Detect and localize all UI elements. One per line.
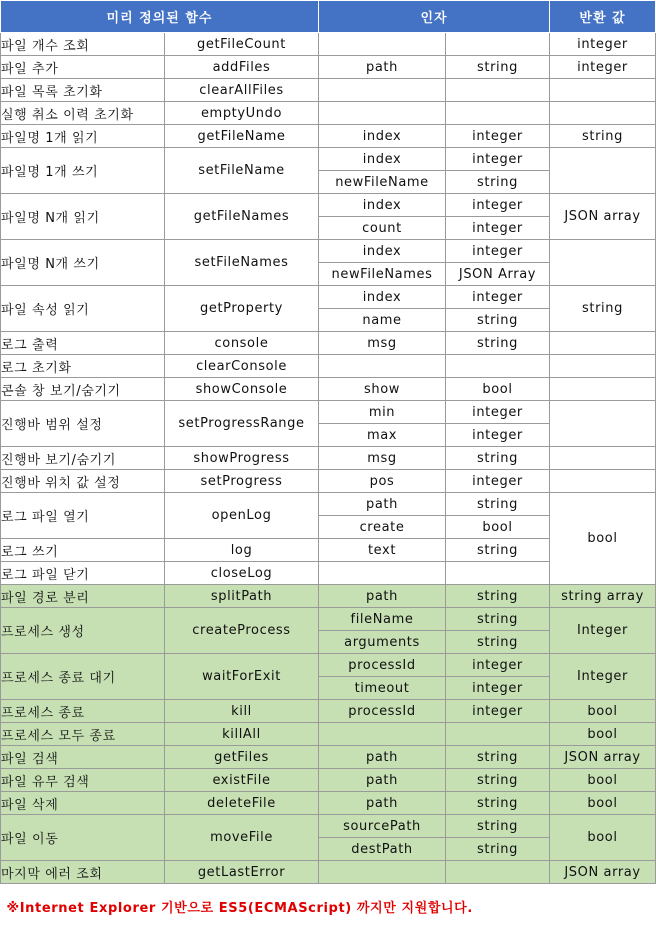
table-row — [1, 792, 656, 815]
arg-type-cell: integer — [446, 286, 550, 309]
return-type-cell: string — [550, 125, 656, 148]
return-type-cell: bool — [550, 493, 656, 585]
return-type-cell — [550, 355, 656, 378]
description-cell: 진행바 보기/숨기기 — [1, 447, 165, 470]
return-type-cell — [550, 447, 656, 470]
description-cell: 파일명 1개 쓰기 — [1, 148, 165, 194]
arg-type-cell: string — [446, 769, 550, 792]
arg-type-cell: string — [446, 746, 550, 769]
table-row — [1, 125, 656, 148]
arg-name-cell — [319, 355, 446, 378]
arg-name-cell: path — [319, 493, 446, 516]
arg-type-cell: string — [446, 815, 550, 838]
header-function: 미리 정의된 함수 — [1, 1, 319, 33]
table-row — [1, 332, 656, 355]
arg-type-cell — [446, 861, 550, 884]
arg-type-cell: integer — [446, 654, 550, 677]
compat-note: ※Internet Explorer 기반으로 ES5(ECMAScript) 까지만 지원합니다. — [1, 884, 656, 928]
function-name-cell: log — [165, 539, 319, 562]
function-name-cell: getFileName — [165, 125, 319, 148]
arg-name-cell: index — [319, 240, 446, 263]
description-cell: 프로세스 종료 — [1, 700, 165, 723]
table-row — [1, 769, 656, 792]
function-name-cell: waitForExit — [165, 654, 319, 700]
arg-type-cell — [446, 102, 550, 125]
arg-type-cell: integer — [446, 470, 550, 493]
arg-name-cell — [319, 723, 446, 746]
return-type-cell: bool — [550, 792, 656, 815]
arg-name-cell: path — [319, 792, 446, 815]
table-row — [1, 286, 656, 309]
arg-name-cell — [319, 861, 446, 884]
table-row — [1, 470, 656, 493]
table-row — [1, 815, 656, 838]
arg-type-cell: bool — [446, 516, 550, 539]
description-cell: 파일명 N개 쓰기 — [1, 240, 165, 286]
function-name-cell: clearConsole — [165, 355, 319, 378]
function-name-cell: openLog — [165, 493, 319, 539]
function-name-cell: setProgressRange — [165, 401, 319, 447]
arg-type-cell — [446, 33, 550, 56]
return-type-cell: bool — [550, 815, 656, 861]
arg-type-cell: integer — [446, 194, 550, 217]
description-cell: 로그 초기화 — [1, 355, 165, 378]
arg-type-cell: integer — [446, 125, 550, 148]
arg-name-cell: newFileName — [319, 171, 446, 194]
arg-type-cell: bool — [446, 378, 550, 401]
table-row — [1, 378, 656, 401]
description-cell: 파일 속성 읽기 — [1, 286, 165, 332]
table-row — [1, 79, 656, 102]
return-type-cell — [550, 79, 656, 102]
arg-name-cell — [319, 79, 446, 102]
return-type-cell — [550, 470, 656, 493]
arg-type-cell: string — [446, 447, 550, 470]
description-cell: 실행 취소 이력 초기화 — [1, 102, 165, 125]
function-name-cell: splitPath — [165, 585, 319, 608]
return-type-cell: JSON array — [550, 746, 656, 769]
description-cell: 파일 유무 검색 — [1, 769, 165, 792]
function-name-cell: setFileName — [165, 148, 319, 194]
description-cell: 진행바 범위 설정 — [1, 401, 165, 447]
return-type-cell: bool — [550, 700, 656, 723]
return-type-cell — [550, 148, 656, 194]
table-row — [1, 33, 656, 56]
arg-type-cell — [446, 723, 550, 746]
arg-name-cell — [319, 33, 446, 56]
arg-type-cell: string — [446, 792, 550, 815]
arg-type-cell: JSON Array — [446, 263, 550, 286]
arg-name-cell: newFileNames — [319, 263, 446, 286]
arg-type-cell: integer — [446, 677, 550, 700]
arg-type-cell: integer — [446, 217, 550, 240]
function-name-cell: getFileCount — [165, 33, 319, 56]
arg-name-cell: timeout — [319, 677, 446, 700]
arg-type-cell: integer — [446, 424, 550, 447]
description-cell: 파일 이동 — [1, 815, 165, 861]
arg-name-cell: msg — [319, 332, 446, 355]
table-row — [1, 723, 656, 746]
arg-name-cell: name — [319, 309, 446, 332]
arg-name-cell: path — [319, 585, 446, 608]
table-row — [1, 148, 656, 171]
table-row — [1, 102, 656, 125]
return-type-cell — [550, 401, 656, 447]
arg-name-cell: processId — [319, 700, 446, 723]
arg-name-cell: create — [319, 516, 446, 539]
function-name-cell: getFiles — [165, 746, 319, 769]
return-type-cell — [550, 332, 656, 355]
arg-name-cell: path — [319, 746, 446, 769]
return-type-cell: bool — [550, 723, 656, 746]
return-type-cell: Integer — [550, 654, 656, 700]
header-row — [1, 1, 656, 33]
header-return: 반환 값 — [550, 1, 656, 33]
arg-name-cell: processId — [319, 654, 446, 677]
return-type-cell — [550, 240, 656, 286]
table-row — [1, 447, 656, 470]
function-name-cell: showConsole — [165, 378, 319, 401]
table-row — [1, 746, 656, 769]
function-name-cell: kill — [165, 700, 319, 723]
description-cell: 파일 경로 분리 — [1, 585, 165, 608]
arg-type-cell — [446, 562, 550, 585]
arg-type-cell: integer — [446, 401, 550, 424]
arg-name-cell: destPath — [319, 838, 446, 861]
arg-name-cell: min — [319, 401, 446, 424]
description-cell: 프로세스 생성 — [1, 608, 165, 654]
arg-name-cell: index — [319, 194, 446, 217]
function-name-cell: deleteFile — [165, 792, 319, 815]
arg-type-cell: string — [446, 493, 550, 516]
arg-name-cell: msg — [319, 447, 446, 470]
return-type-cell — [550, 378, 656, 401]
arg-name-cell: max — [319, 424, 446, 447]
arg-name-cell — [319, 562, 446, 585]
return-type-cell: integer — [550, 33, 656, 56]
arg-type-cell: string — [446, 631, 550, 654]
function-name-cell: addFiles — [165, 56, 319, 79]
arg-name-cell: fileName — [319, 608, 446, 631]
table-row — [1, 194, 656, 217]
arg-type-cell: integer — [446, 240, 550, 263]
arg-type-cell: string — [446, 171, 550, 194]
description-cell: 파일명 1개 읽기 — [1, 125, 165, 148]
description-cell: 진행바 위치 값 설정 — [1, 470, 165, 493]
arg-name-cell: arguments — [319, 631, 446, 654]
arg-name-cell: count — [319, 217, 446, 240]
arg-type-cell: string — [446, 56, 550, 79]
function-name-cell: setFileNames — [165, 240, 319, 286]
description-cell: 프로세스 모두 종료 — [1, 723, 165, 746]
description-cell: 파일 검색 — [1, 746, 165, 769]
table-row — [1, 56, 656, 79]
return-type-cell: JSON array — [550, 861, 656, 884]
function-name-cell: moveFile — [165, 815, 319, 861]
arg-name-cell: index — [319, 148, 446, 171]
arg-type-cell: string — [446, 585, 550, 608]
function-name-cell: closeLog — [165, 562, 319, 585]
function-name-cell: getLastError — [165, 861, 319, 884]
function-name-cell: getProperty — [165, 286, 319, 332]
table-row — [1, 240, 656, 263]
description-cell: 로그 파일 닫기 — [1, 562, 165, 585]
return-type-cell: string array — [550, 585, 656, 608]
function-name-cell: killAll — [165, 723, 319, 746]
arg-type-cell: integer — [446, 148, 550, 171]
arg-name-cell: path — [319, 769, 446, 792]
arg-name-cell: sourcePath — [319, 815, 446, 838]
table-row — [1, 700, 656, 723]
table-row — [1, 861, 656, 884]
description-cell: 파일 추가 — [1, 56, 165, 79]
header-arguments: 인자 — [319, 1, 550, 33]
arg-type-cell: string — [446, 539, 550, 562]
function-rows — [1, 33, 656, 884]
table-row — [1, 585, 656, 608]
arg-type-cell: string — [446, 309, 550, 332]
return-type-cell — [550, 102, 656, 125]
arg-name-cell: path — [319, 56, 446, 79]
table-row — [1, 654, 656, 677]
arg-name-cell: pos — [319, 470, 446, 493]
arg-name-cell: show — [319, 378, 446, 401]
return-type-cell: JSON array — [550, 194, 656, 240]
description-cell: 콘솔 창 보기/숨기기 — [1, 378, 165, 401]
function-name-cell: emptyUndo — [165, 102, 319, 125]
arg-name-cell — [319, 102, 446, 125]
description-cell: 로그 파일 열기 — [1, 493, 165, 539]
description-cell: 로그 출력 — [1, 332, 165, 355]
table-row — [1, 355, 656, 378]
arg-name-cell: index — [319, 125, 446, 148]
arg-type-cell — [446, 355, 550, 378]
arg-name-cell: text — [319, 539, 446, 562]
description-cell: 파일 개수 조회 — [1, 33, 165, 56]
function-name-cell: showProgress — [165, 447, 319, 470]
arg-type-cell — [446, 79, 550, 102]
description-cell: 파일 목록 초기화 — [1, 79, 165, 102]
table-row — [1, 401, 656, 424]
table-row — [1, 608, 656, 631]
return-type-cell: bool — [550, 769, 656, 792]
function-name-cell: existFile — [165, 769, 319, 792]
description-cell: 파일명 N개 읽기 — [1, 194, 165, 240]
description-cell: 프로세스 종료 대기 — [1, 654, 165, 700]
description-cell: 마지막 에러 조회 — [1, 861, 165, 884]
arg-type-cell: string — [446, 838, 550, 861]
function-name-cell: setProgress — [165, 470, 319, 493]
function-name-cell: getFileNames — [165, 194, 319, 240]
return-type-cell: string — [550, 286, 656, 332]
function-name-cell: console — [165, 332, 319, 355]
arg-type-cell: string — [446, 608, 550, 631]
table-row — [1, 493, 656, 516]
note-row — [1, 884, 656, 928]
description-cell: 파일 삭제 — [1, 792, 165, 815]
return-type-cell: integer — [550, 56, 656, 79]
function-name-cell: clearAllFiles — [165, 79, 319, 102]
arg-type-cell: string — [446, 332, 550, 355]
description-cell: 로그 쓰기 — [1, 539, 165, 562]
function-name-cell: createProcess — [165, 608, 319, 654]
return-type-cell: Integer — [550, 608, 656, 654]
arg-name-cell: index — [319, 286, 446, 309]
arg-type-cell: integer — [446, 700, 550, 723]
